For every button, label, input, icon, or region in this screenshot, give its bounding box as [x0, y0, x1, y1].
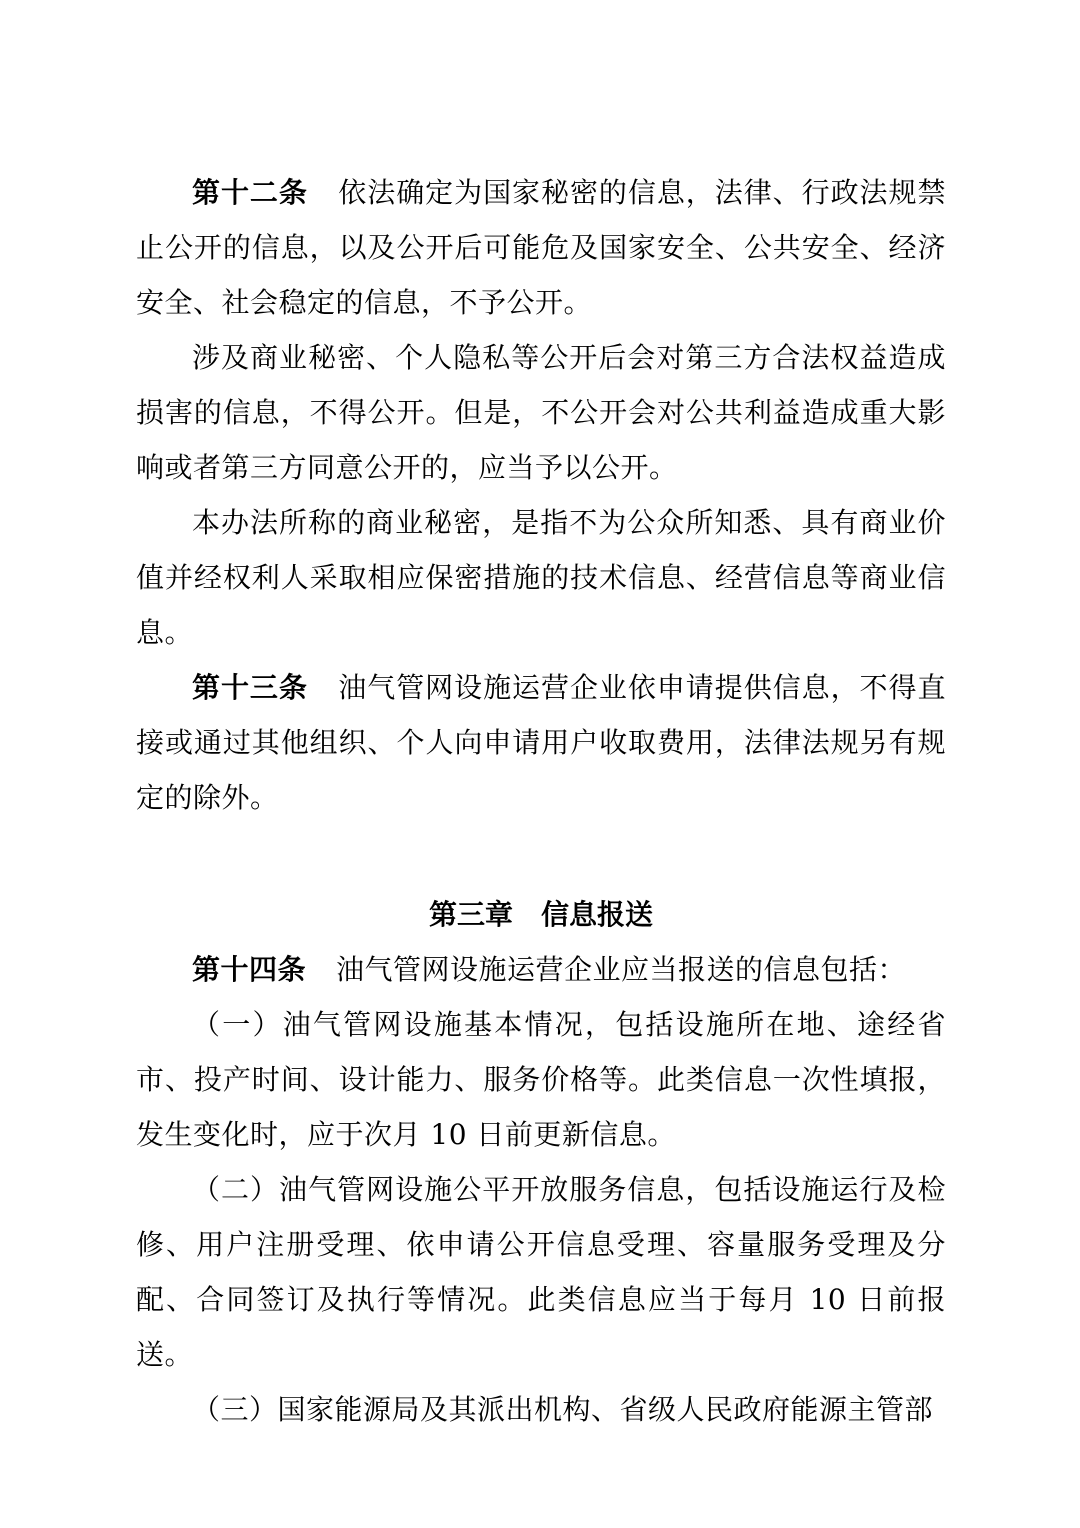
article-13-paragraph: [136, 660, 946, 825]
article-14-item-1: （一）油气管网设施基本情况，包括设施所在地、途经省市、投产时间、设计能力、服务价格等。此类信息一次性填报，发生变化时，应于次月 10 日前更新信息。: [136, 1008, 946, 1151]
chapter-number: 第三章: [428, 898, 513, 931]
article-14-heading: 第十四条: [192, 953, 307, 986]
chapter-title: 信息报送: [541, 898, 654, 931]
article-12-text: 依法确定为国家秘密的信息，法律、行政法规禁止公开的信息，以及公开后可能危及国家安全、公共安全、经济安全、社会稳定的信息，不予公开。: [136, 176, 946, 319]
article-13-text: 油气管网设施运营企业依申请提供信息，不得直接或通过其他组织、个人向申请用户收取费用，法律法规另有规定的除外。: [136, 671, 946, 814]
article-14-paragraph: [136, 942, 946, 997]
article-13-heading: 第十三条: [192, 671, 308, 704]
article-12-heading: 第十二条: [192, 176, 308, 209]
document-page: [136, 165, 946, 1437]
chapter-heading: [136, 887, 946, 942]
article-12-paragraph-3: 本办法所称的商业秘密，是指不为公众所知悉、具有商业价值并经权利人采取相应保密措施的技术信息、经营信息等商业信息。: [136, 506, 946, 649]
article-14-item-2: （二）油气管网设施公平开放服务信息，包括设施运行及检修、用户注册受理、依申请公开信息受理、容量服务受理及分配、合同签订及执行等情况。此类信息应当于每月 10 日前报送。: [136, 1173, 946, 1371]
article-14-text: 油气管网设施运营企业应当报送的信息包括：: [336, 953, 907, 986]
article-12-paragraph-2: 涉及商业秘密、个人隐私等公开后会对第三方合法权益造成损害的信息，不得公开。但是，不公开会对公共利益造成重大影响或者第三方同意公开的，应当予以公开。: [136, 341, 946, 484]
article-12-paragraph: [136, 165, 946, 330]
article-14-item-3: （三）国家能源局及其派出机构、省级人民政府能源主管部: [192, 1393, 934, 1426]
